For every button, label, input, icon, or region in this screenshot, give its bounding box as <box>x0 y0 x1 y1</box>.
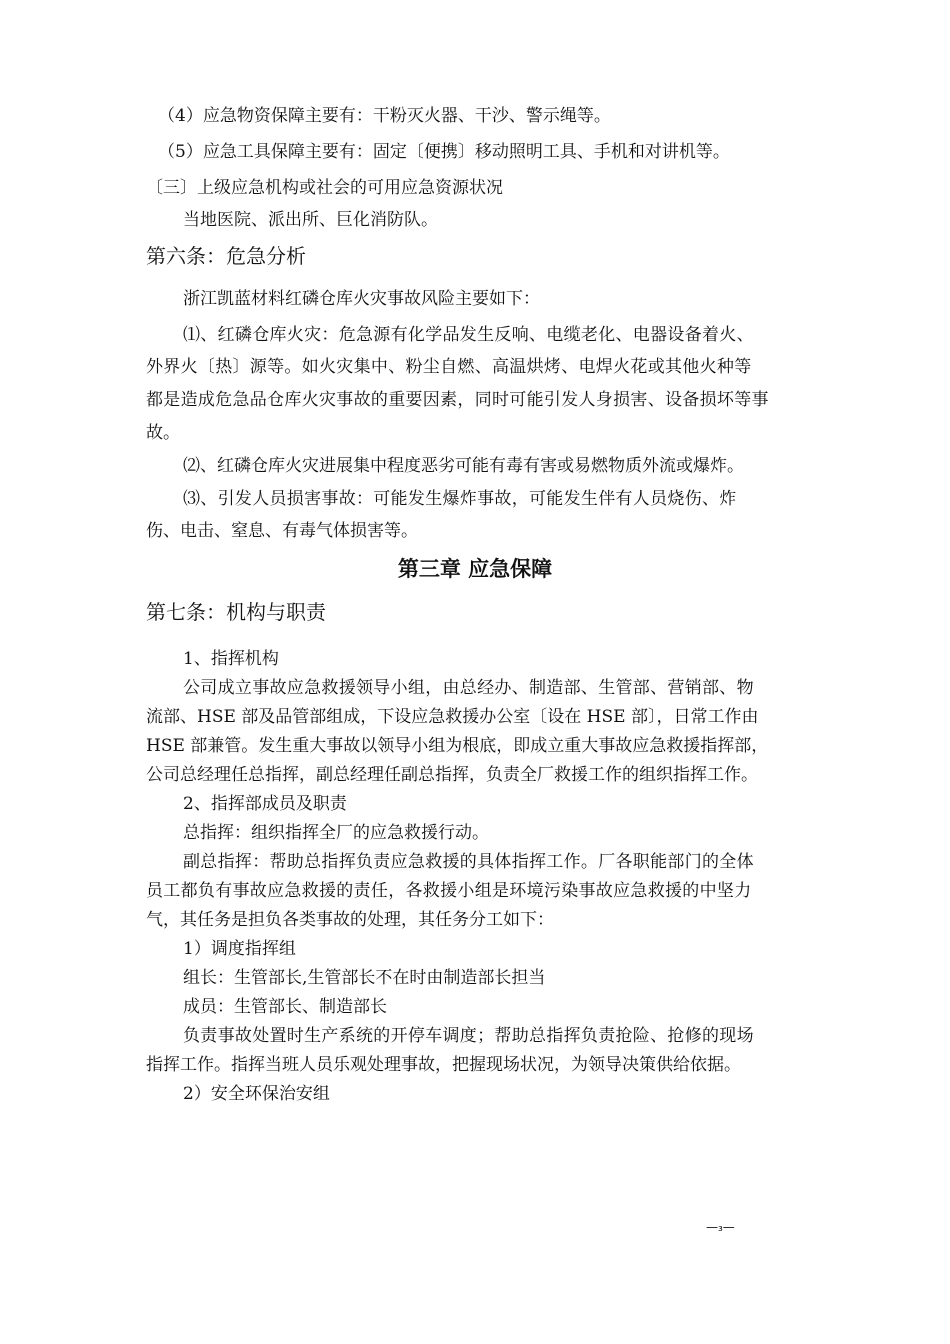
article7-deputy-line: 员工都负有事故应急救援的责任，各救援小组是环境污染事故应急救援的中坚力 <box>146 881 752 901</box>
article6-p3-line: ⑶、引发人员损害事故：可能发生爆炸事故，可能发生伴有人员烧伤、炸 <box>183 489 737 509</box>
article7-s1-title: 1、指挥机构 <box>183 649 279 669</box>
article7-g2-title: 2）安全环保治安组 <box>183 1084 330 1104</box>
article7-s1-line: 公司总经理任总指挥，副总经理任副总指挥，负责全厂救援工作的组织指挥工作。 <box>146 765 758 785</box>
article7-g1-duty-line: 负责事故处置时生产系统的开停车调度；帮助总指挥负责抢险、抢修的现场 <box>183 1026 754 1046</box>
article7-chief: 总指挥：组织指挥全厂的应急救援行动。 <box>183 823 489 843</box>
article6-p1-line: 故。 <box>146 423 180 443</box>
article7-g1-leader: 组长：生管部长,生管部长不在时由制造部长担当 <box>183 968 546 988</box>
article7-g1-members: 成员：生管部长、制造部长 <box>183 997 387 1017</box>
resource-item-4: （4）应急物资保障主要有：干粉灭火器、干沙、警示绳等。 <box>158 106 611 126</box>
article6-heading: 第六条：危急分析 <box>146 244 306 268</box>
resource-subheading-3: 〔三〕上级应急机构或社会的可用应急资源状况 <box>146 178 503 198</box>
article7-deputy-line: 气，其任务是担负各类事故的处理，其任务分工如下： <box>146 910 554 930</box>
article6-p1-line: 外界火〔热〕源等。如火灾集中、粉尘自燃、高温烘烤、电焊火花或其他火种等 <box>146 357 752 377</box>
article6-p3-line: 伤、电击、窒息、有毒气体损害等。 <box>146 521 418 541</box>
article7-s2-title: 2、指挥部成员及职责 <box>183 794 347 814</box>
resource-item-5: （5）应急工具保障主要有：固定〔便携〕移动照明工具、手机和对讲机等。 <box>158 142 730 162</box>
article6-p1-line: ⑴、红磷仓库火灾：危急源有化学品发生反响、电缆老化、电器设备着火、 <box>183 325 754 345</box>
article7-s1-line: HSE 部兼管。发生重大事故以领导小组为根底，即成立重大事故应急救援指挥部， <box>146 736 769 756</box>
article7-heading: 第七条：机构与职责 <box>146 600 326 624</box>
page-number: —₃— <box>706 1220 735 1234</box>
article7-g1-duty-line: 指挥工作。指挥当班人员乐观处理事故，把握现场状况，为领导决策供给依据。 <box>146 1055 741 1075</box>
article7-deputy-line: 副总指挥：帮助总指挥负责应急救援的具体指挥工作。厂各职能部门的全体 <box>183 852 754 872</box>
resource-sub3-text: 当地医院、派出所、巨化消防队。 <box>183 210 438 230</box>
article6-p1-line: 都是造成危急品仓库火灾事故的重要因素，同时可能引发人身损害、设备损坏等事 <box>146 390 769 410</box>
article7-s1-line: 流部、HSE 部及品管部组成，下设应急救援办公室〔设在 HSE 部〕，日常工作由 <box>146 707 759 727</box>
chapter-title: 第三章 应急保障 <box>397 557 553 581</box>
article7-g1-title: 1）调度指挥组 <box>183 939 296 959</box>
article6-intro: 浙江凯蓝材料红磷仓库火灾事故风险主要如下： <box>183 289 540 309</box>
article6-p2: ⑵、红磷仓库火灾进展集中程度恶劣可能有毒有害或易燃物质外流或爆炸。 <box>183 456 744 476</box>
article7-s1-line: 公司成立事故应急救援领导小组，由总经办、制造部、生管部、营销部、物 <box>183 678 754 698</box>
